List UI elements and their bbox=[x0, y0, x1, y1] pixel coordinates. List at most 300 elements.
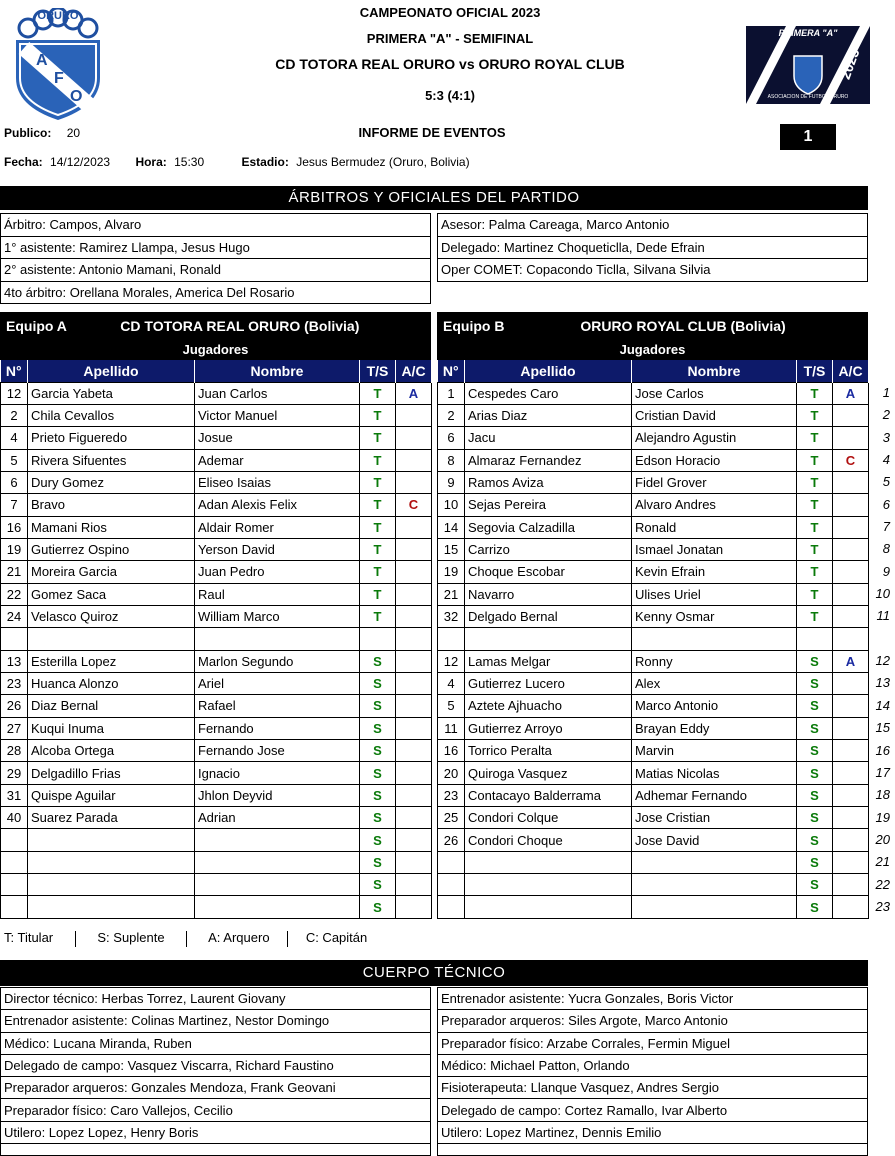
player-ac: A bbox=[833, 382, 869, 404]
player-ac bbox=[396, 829, 432, 851]
player-ac bbox=[833, 516, 869, 538]
player-ac bbox=[396, 516, 432, 538]
officials-right-table bbox=[437, 213, 868, 282]
player-firstname: Rafael bbox=[195, 695, 360, 717]
player-ac bbox=[833, 561, 869, 583]
player-row bbox=[438, 874, 869, 896]
player-number: 5 bbox=[1, 449, 28, 471]
team-a-label: Equipo A bbox=[6, 318, 67, 334]
player-ac bbox=[396, 740, 432, 762]
staff-cell: Entrenador asistente: Colinas Martinez, Nestor Domingo bbox=[1, 1010, 431, 1032]
player-number bbox=[438, 896, 465, 918]
player-ac bbox=[833, 695, 869, 717]
logo-primera-text: PRIMERA "A" bbox=[778, 28, 838, 38]
player-firstname bbox=[632, 874, 797, 896]
player-ts: T bbox=[360, 382, 396, 404]
player-surname: Navarro bbox=[465, 583, 632, 605]
player-number: 9 bbox=[438, 471, 465, 493]
hora-value: 15:30 bbox=[174, 155, 205, 169]
player-firstname: Ignacio bbox=[195, 762, 360, 784]
col-apellido: Apellido bbox=[465, 360, 632, 382]
player-ac bbox=[833, 538, 869, 560]
player-firstname: Brayan Eddy bbox=[632, 717, 797, 739]
team-a-header bbox=[0, 312, 431, 340]
player-surname: Moreira Garcia bbox=[28, 561, 195, 583]
team-b-header bbox=[437, 312, 868, 340]
player-ts: T bbox=[360, 449, 396, 471]
player-row bbox=[438, 538, 869, 560]
player-surname: Quiroga Vasquez bbox=[465, 762, 632, 784]
row-number: 2 bbox=[882, 407, 890, 423]
player-number: 8 bbox=[438, 449, 465, 471]
player-ts: S bbox=[360, 807, 396, 829]
report-number: 1 bbox=[780, 124, 836, 150]
legend-suplente: S: Suplente bbox=[97, 930, 165, 945]
player-ts: S bbox=[360, 874, 396, 896]
player-surname: Segovia Calzadilla bbox=[465, 516, 632, 538]
estadio-value: Jesus Bermudez (Oruro, Bolivia) bbox=[296, 155, 470, 169]
player-surname: Gutierrez Arroyo bbox=[465, 717, 632, 739]
player-number: 40 bbox=[1, 807, 28, 829]
logo-letter-a: A bbox=[36, 52, 48, 69]
player-row bbox=[438, 762, 869, 784]
col-ac: A/C bbox=[833, 360, 869, 382]
player-ac bbox=[833, 471, 869, 493]
fecha-label: Fecha: bbox=[4, 155, 43, 169]
player-ac bbox=[833, 427, 869, 449]
staff-empty-cell bbox=[1, 1144, 431, 1156]
team-a-players-title: Jugadores bbox=[0, 340, 431, 360]
player-surname bbox=[28, 896, 195, 918]
player-ts: S bbox=[797, 784, 833, 806]
row-number: 3 bbox=[882, 429, 890, 445]
player-number: 32 bbox=[438, 605, 465, 627]
player-ts: T bbox=[360, 494, 396, 516]
player-firstname: Aldair Romer bbox=[195, 516, 360, 538]
player-row bbox=[438, 561, 869, 583]
player-surname: Rivera Sifuentes bbox=[28, 449, 195, 471]
publico-row bbox=[4, 126, 80, 140]
player-firstname bbox=[195, 896, 360, 918]
logo-year: 2023 bbox=[836, 46, 863, 82]
player-firstname: Alejandro Agustin bbox=[632, 427, 797, 449]
player-row bbox=[438, 807, 869, 829]
player-number: 29 bbox=[1, 762, 28, 784]
player-firstname: Alex bbox=[632, 672, 797, 694]
player-number: 28 bbox=[1, 740, 28, 762]
row-number: 20 bbox=[875, 831, 890, 847]
player-ac bbox=[396, 896, 432, 918]
player-ts: T bbox=[797, 427, 833, 449]
match-title: CD TOTORA REAL ORURO vs ORURO ROYAL CLUB bbox=[275, 56, 625, 72]
player-ac: C bbox=[833, 449, 869, 471]
player-row bbox=[1, 650, 432, 672]
player-firstname: Cristian David bbox=[632, 404, 797, 426]
player-row bbox=[1, 851, 432, 873]
player-row bbox=[1, 382, 432, 404]
player-ts: T bbox=[360, 427, 396, 449]
row-number: 22 bbox=[875, 876, 890, 892]
player-ts: S bbox=[797, 717, 833, 739]
player-number: 1 bbox=[438, 382, 465, 404]
player-ts: S bbox=[797, 650, 833, 672]
spacer-cell bbox=[360, 628, 396, 650]
player-surname bbox=[28, 851, 195, 873]
spacer-row bbox=[438, 628, 869, 650]
player-row bbox=[1, 896, 432, 918]
player-surname: Gutierrez Ospino bbox=[28, 538, 195, 560]
player-number: 13 bbox=[1, 650, 28, 672]
player-number bbox=[438, 874, 465, 896]
player-number: 26 bbox=[438, 829, 465, 851]
row-number: 15 bbox=[875, 720, 890, 736]
player-row bbox=[438, 404, 869, 426]
player-firstname: Kevin Efrain bbox=[632, 561, 797, 583]
official-cell: 4to árbitro: Orellana Morales, America Del Rosario bbox=[1, 281, 431, 304]
player-surname bbox=[465, 896, 632, 918]
player-surname: Dury Gomez bbox=[28, 471, 195, 493]
team-a-name: CD TOTORA REAL ORURO (Bolivia) bbox=[120, 318, 360, 334]
player-surname: Condori Colque bbox=[465, 807, 632, 829]
player-firstname bbox=[632, 896, 797, 918]
spacer-row bbox=[1, 628, 432, 650]
player-firstname: Ulises Uriel bbox=[632, 583, 797, 605]
player-ts: T bbox=[797, 404, 833, 426]
player-ts: T bbox=[797, 382, 833, 404]
player-surname: Quispe Aguilar bbox=[28, 784, 195, 806]
player-number: 4 bbox=[438, 672, 465, 694]
player-ts: S bbox=[360, 829, 396, 851]
player-row bbox=[1, 583, 432, 605]
col-number: N° bbox=[1, 360, 28, 382]
fecha-value: 14/12/2023 bbox=[50, 155, 111, 169]
officials-title: ÁRBITROS Y OFICIALES DEL PARTIDO bbox=[0, 186, 868, 210]
player-ac bbox=[833, 672, 869, 694]
player-firstname: Alvaro Andres bbox=[632, 494, 797, 516]
player-row bbox=[1, 829, 432, 851]
official-cell: Oper COMET: Copacondo Ticlla, Silvana Silvia bbox=[438, 259, 868, 282]
player-ac bbox=[396, 404, 432, 426]
team-b-players-title: Jugadores bbox=[437, 340, 868, 360]
player-row bbox=[438, 382, 869, 404]
staff-cell: Delegado de campo: Vasquez Viscarra, Richard Faustino bbox=[1, 1054, 431, 1076]
player-ts: T bbox=[360, 516, 396, 538]
player-number: 4 bbox=[1, 427, 28, 449]
publico-label: Publico: bbox=[4, 126, 52, 140]
match-info-row bbox=[4, 155, 470, 169]
player-row bbox=[1, 874, 432, 896]
player-firstname: Ismael Jonatan bbox=[632, 538, 797, 560]
player-number bbox=[1, 851, 28, 873]
player-row bbox=[438, 583, 869, 605]
col-ts: T/S bbox=[360, 360, 396, 382]
player-ac bbox=[833, 404, 869, 426]
player-firstname: Fidel Grover bbox=[632, 471, 797, 493]
player-ac bbox=[396, 851, 432, 873]
player-ac bbox=[396, 449, 432, 471]
staff-left-table bbox=[0, 987, 431, 1156]
player-surname: Chila Cevallos bbox=[28, 404, 195, 426]
player-ac bbox=[396, 672, 432, 694]
player-number: 15 bbox=[438, 538, 465, 560]
row-number: 1 bbox=[882, 385, 890, 400]
row-number: 19 bbox=[875, 809, 890, 825]
player-row bbox=[438, 784, 869, 806]
player-number bbox=[1, 874, 28, 896]
player-row bbox=[438, 449, 869, 471]
team-a-players-table bbox=[0, 360, 432, 919]
player-surname: Cespedes Caro bbox=[465, 382, 632, 404]
player-ts: T bbox=[360, 605, 396, 627]
player-row bbox=[438, 829, 869, 851]
player-surname: Carrizo bbox=[465, 538, 632, 560]
player-ts: T bbox=[797, 561, 833, 583]
team-a-panel bbox=[0, 312, 431, 919]
row-number: 18 bbox=[875, 787, 890, 803]
spacer-cell bbox=[396, 628, 432, 650]
spacer-cell bbox=[1, 628, 28, 650]
player-firstname: Edson Horacio bbox=[632, 449, 797, 471]
player-firstname: Jose Cristian bbox=[632, 807, 797, 829]
player-firstname bbox=[195, 874, 360, 896]
player-surname: Gomez Saca bbox=[28, 583, 195, 605]
team-b-panel bbox=[437, 312, 868, 919]
row-number: 11 bbox=[876, 608, 890, 624]
player-row bbox=[1, 717, 432, 739]
staff-cell: Preparador físico: Arzabe Corrales, Fermin Miguel bbox=[438, 1032, 868, 1054]
player-firstname: Eliseo Isaias bbox=[195, 471, 360, 493]
row-number: 9 bbox=[882, 563, 890, 579]
player-surname: Sejas Pereira bbox=[465, 494, 632, 516]
player-number: 2 bbox=[438, 404, 465, 426]
player-surname: Torrico Peralta bbox=[465, 740, 632, 762]
legend-arquero: A: Arquero bbox=[208, 930, 270, 945]
player-row bbox=[1, 516, 432, 538]
player-ac bbox=[833, 896, 869, 918]
staff-empty-cell bbox=[438, 1144, 868, 1156]
player-number bbox=[438, 851, 465, 873]
logo-letter-f: F bbox=[54, 70, 64, 87]
logo-ruby-text: ORURO bbox=[37, 10, 79, 22]
player-surname: Diaz Bernal bbox=[28, 695, 195, 717]
player-number: 6 bbox=[438, 427, 465, 449]
spacer-cell bbox=[465, 628, 632, 650]
player-ac bbox=[396, 605, 432, 627]
player-number: 16 bbox=[438, 740, 465, 762]
logo-assoc-text: ASOCIACION DE FUTBOL ORURO bbox=[767, 94, 849, 100]
player-surname: Choque Escobar bbox=[465, 561, 632, 583]
player-ts: S bbox=[360, 695, 396, 717]
player-row bbox=[1, 449, 432, 471]
player-row bbox=[1, 605, 432, 627]
player-row bbox=[1, 561, 432, 583]
player-ts: S bbox=[797, 762, 833, 784]
player-ac: A bbox=[833, 650, 869, 672]
legend-titular: T: Titular bbox=[4, 930, 54, 945]
player-number: 21 bbox=[438, 583, 465, 605]
player-surname: Mamani Rios bbox=[28, 516, 195, 538]
player-row bbox=[438, 650, 869, 672]
player-number: 12 bbox=[1, 382, 28, 404]
player-surname: Aztete Ajhuacho bbox=[465, 695, 632, 717]
estadio-label: Estadio: bbox=[241, 155, 289, 169]
player-number: 12 bbox=[438, 650, 465, 672]
score: 5:3 (4:1) bbox=[425, 88, 475, 103]
player-ac bbox=[396, 538, 432, 560]
player-firstname: Fernando Jose bbox=[195, 740, 360, 762]
player-number: 16 bbox=[1, 516, 28, 538]
player-ts: T bbox=[360, 471, 396, 493]
player-number: 20 bbox=[438, 762, 465, 784]
player-ts: S bbox=[360, 740, 396, 762]
player-number: 2 bbox=[1, 404, 28, 426]
player-row bbox=[438, 896, 869, 918]
player-ts: S bbox=[797, 896, 833, 918]
row-number: 4 bbox=[882, 452, 890, 468]
spacer-cell bbox=[438, 628, 465, 650]
player-surname bbox=[28, 829, 195, 851]
spacer-cell bbox=[195, 628, 360, 650]
player-number: 10 bbox=[438, 494, 465, 516]
player-row bbox=[1, 494, 432, 516]
player-number: 14 bbox=[438, 516, 465, 538]
team-b-name: ORURO ROYAL CLUB (Bolivia) bbox=[580, 318, 786, 334]
player-ac bbox=[833, 583, 869, 605]
player-surname: Delgadillo Frias bbox=[28, 762, 195, 784]
player-ac bbox=[396, 807, 432, 829]
player-ts: S bbox=[797, 807, 833, 829]
stage-title: PRIMERA "A" - SEMIFINAL bbox=[366, 31, 534, 46]
row-number: 6 bbox=[882, 496, 890, 512]
player-ts: T bbox=[797, 471, 833, 493]
player-number: 25 bbox=[438, 807, 465, 829]
player-ac: C bbox=[396, 494, 432, 516]
player-row bbox=[1, 427, 432, 449]
afo-logo bbox=[10, 8, 106, 120]
player-row bbox=[438, 851, 869, 873]
official-cell: Asesor: Palma Careaga, Marco Antonio bbox=[438, 214, 868, 237]
player-firstname: Ariel bbox=[195, 672, 360, 694]
player-row bbox=[1, 784, 432, 806]
player-ts: T bbox=[360, 538, 396, 560]
player-firstname: Victor Manuel bbox=[195, 404, 360, 426]
player-firstname: Juan Carlos bbox=[195, 382, 360, 404]
player-ts: T bbox=[797, 605, 833, 627]
player-row bbox=[438, 695, 869, 717]
player-ts: T bbox=[797, 516, 833, 538]
row-number: 10 bbox=[875, 586, 890, 602]
player-surname: Alcoba Ortega bbox=[28, 740, 195, 762]
player-number: 5 bbox=[438, 695, 465, 717]
player-firstname: Raul bbox=[195, 583, 360, 605]
official-cell: 1° asistente: Ramirez Llampa, Jesus Hugo bbox=[1, 236, 431, 259]
player-ac bbox=[833, 829, 869, 851]
player-ts: S bbox=[360, 672, 396, 694]
spacer-cell bbox=[28, 628, 195, 650]
player-ts: S bbox=[797, 851, 833, 873]
hora-label: Hora: bbox=[135, 155, 167, 169]
player-ac bbox=[396, 583, 432, 605]
player-firstname: Jose David bbox=[632, 829, 797, 851]
player-number bbox=[1, 829, 28, 851]
player-firstname: Marlon Segundo bbox=[195, 650, 360, 672]
player-ts: T bbox=[360, 561, 396, 583]
player-row bbox=[438, 516, 869, 538]
player-ac bbox=[396, 717, 432, 739]
staff-right-table bbox=[437, 987, 868, 1156]
player-row bbox=[1, 740, 432, 762]
player-firstname: Adhemar Fernando bbox=[632, 784, 797, 806]
player-row bbox=[1, 762, 432, 784]
player-surname: Prieto Figueredo bbox=[28, 427, 195, 449]
player-ac bbox=[396, 695, 432, 717]
player-ac bbox=[833, 762, 869, 784]
player-row bbox=[1, 538, 432, 560]
player-row bbox=[438, 605, 869, 627]
staff-cell: Delegado de campo: Cortez Ramallo, Ivar Alberto bbox=[438, 1099, 868, 1121]
player-ac bbox=[396, 762, 432, 784]
player-surname: Arias Diaz bbox=[465, 404, 632, 426]
publico-value: 20 bbox=[66, 126, 81, 140]
player-firstname: Ronny bbox=[632, 650, 797, 672]
player-ac bbox=[833, 740, 869, 762]
player-number: 6 bbox=[1, 471, 28, 493]
player-ac bbox=[396, 784, 432, 806]
spacer-cell bbox=[797, 628, 833, 650]
player-row bbox=[438, 672, 869, 694]
player-firstname: William Marco bbox=[195, 605, 360, 627]
player-ac bbox=[833, 494, 869, 516]
player-surname: Garcia Yabeta bbox=[28, 382, 195, 404]
player-firstname: Adrian bbox=[195, 807, 360, 829]
player-ac bbox=[396, 874, 432, 896]
player-number: 19 bbox=[438, 561, 465, 583]
player-surname: Almaraz Fernandez bbox=[465, 449, 632, 471]
col-nombre: Nombre bbox=[632, 360, 797, 382]
player-row bbox=[438, 471, 869, 493]
player-surname: Ramos Aviza bbox=[465, 471, 632, 493]
player-surname: Jacu bbox=[465, 427, 632, 449]
staff-title: CUERPO TÉCNICO bbox=[0, 960, 868, 986]
staff-cell: Director técnico: Herbas Torrez, Laurent Giovany bbox=[1, 988, 431, 1010]
player-firstname: Adan Alexis Felix bbox=[195, 494, 360, 516]
player-surname: Suarez Parada bbox=[28, 807, 195, 829]
player-surname: Contacayo Balderrama bbox=[465, 784, 632, 806]
player-ac bbox=[396, 427, 432, 449]
col-number: N° bbox=[438, 360, 465, 382]
player-surname: Lamas Melgar bbox=[465, 650, 632, 672]
row-number: 5 bbox=[882, 474, 890, 490]
player-row bbox=[1, 807, 432, 829]
player-ts: S bbox=[360, 851, 396, 873]
row-number: 16 bbox=[875, 742, 890, 758]
player-surname bbox=[465, 851, 632, 873]
player-ac bbox=[396, 650, 432, 672]
row-number: 14 bbox=[875, 697, 890, 713]
player-row bbox=[438, 740, 869, 762]
player-ts: S bbox=[360, 896, 396, 918]
player-number: 22 bbox=[1, 583, 28, 605]
official-cell: Árbitro: Campos, Alvaro bbox=[1, 214, 431, 237]
row-number: 12 bbox=[875, 653, 890, 669]
player-ts: T bbox=[797, 583, 833, 605]
col-apellido: Apellido bbox=[28, 360, 195, 382]
player-firstname: Yerson David bbox=[195, 538, 360, 560]
player-ts: S bbox=[797, 829, 833, 851]
player-number: 23 bbox=[438, 784, 465, 806]
player-surname: Velasco Quiroz bbox=[28, 605, 195, 627]
player-ac bbox=[396, 561, 432, 583]
